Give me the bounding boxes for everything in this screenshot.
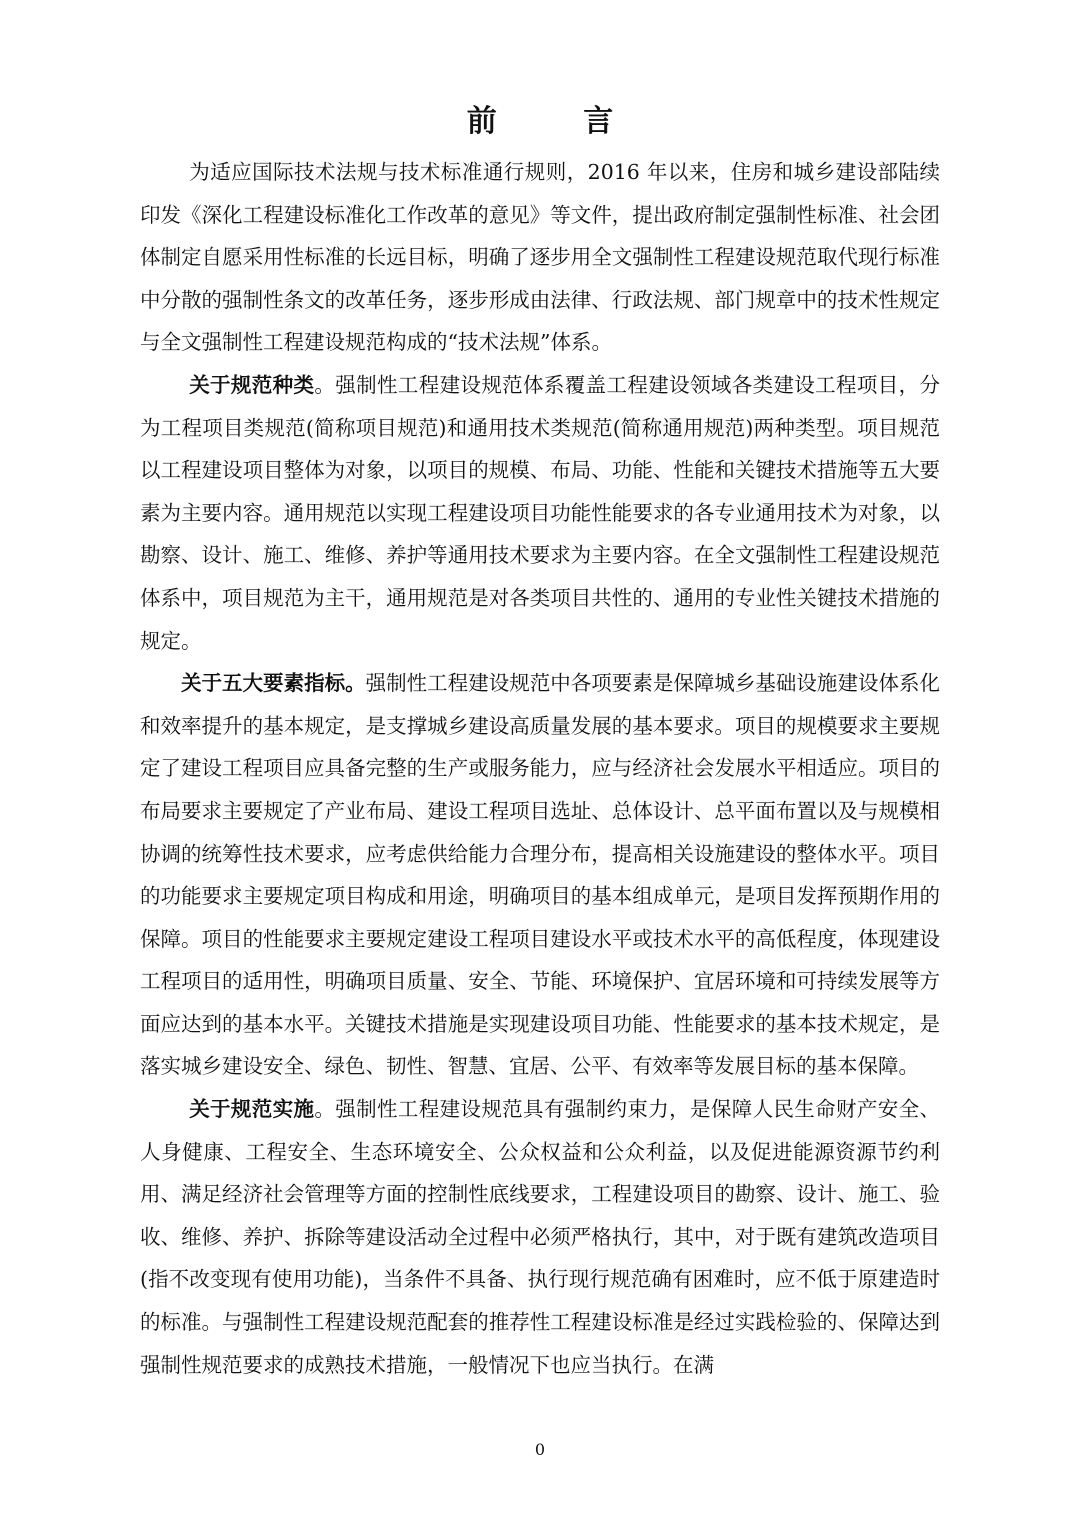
page-title: 前 言: [466, 104, 652, 139]
paragraph-spec-types: [140, 364, 940, 662]
paragraph-implementation: [140, 1088, 940, 1386]
paragraph-lead: 关于规范种类: [189, 372, 315, 397]
paragraph-intro: [140, 151, 940, 364]
paragraph-lead: 关于五大要素指标。: [181, 671, 366, 696]
paragraph-five-elements: [140, 662, 940, 1088]
paragraph-text: 强制性工程建设规范中各项要素是保障城乡基础设施建设体系化和效率提升的基本规定，是支撑城乡建设高质量发展的基本要求。项目的规模要求主要规定了建设工程项目应具备完整的生产或服务能力，应与经济社会发展水平相适应。项目的布局要求主要规定了产业布局、建设工程项目选址、总体设计、总平面布置以及与规模相协调的统筹性技术要求，应考虑供给能力合理分布，提高相关设施建设的整体水平。项目的功能要求主要规定项目构成和用途，明确项目的基本组成单元，是项目发挥预期作用的保障。项目的性能要求主要规定建设工程项目建设水平或技术水平的高低程度，体现建设工程项目的适用性，明确项目质量、安全、节能、环境保护、宜居环境和可持续发展等方面应达到的基本水平。关键技术措施是实现建设项目功能、性能要求的基本技术规定，是落实城乡建设安全、绿色、韧性、智慧、宜居、公平、有效率等发展目标的基本保障。: [140, 671, 940, 1079]
paragraph-text: 为适应国际技术法规与技术标准通行规则，2016 年以来，住房和城乡建设部陆续印发《深化工程建设标准化工作改革的意见》等文件，提出政府制定强制性标准、社会团体制定自愿采用性标准的长远目标，明确了逐步用全文强制性工程建设规范取代现行标准中分散的强制性条文的改革任务，逐步形成由法律、行政法规、部门规章中的技术性规定与全文强制性工程建设规范构成的“技术法规”体系。: [140, 160, 940, 355]
paragraph-text: 。强制性工程建设规范体系覆盖工程建设领域各类建设工程项目，分为工程项目类规范(简称项目规范)和通用技术类规范(简称通用规范)两种类型。项目规范以工程建设项目整体为对象，以项目的规模、布局、功能、性能和关键技术措施等五大要素为主要内容。通用规范以实现工程建设项目功能性能要求的各专业通用技术为对象，以勘察、设计、施工、维修、养护等通用技术要求为主要内容。在全文强制性工程建设规范体系中，项目规范为主干，通用规范是对各类项目共性的、通用的专业性关键技术措施的规定。: [140, 372, 941, 653]
paragraph-lead: 关于规范实施: [189, 1097, 315, 1122]
document-body: [140, 151, 940, 1386]
page-number: 0: [534, 1440, 546, 1459]
paragraph-text: 。强制性工程建设规范具有强制约束力，是保障人民生命财产安全、人身健康、工程安全、生态环境安全、公众权益和公众利益，以及促进能源资源节约利用、满足经济社会管理等方面的控制性底线要求，工程建设项目的勘察、设计、施工、验收、维修、养护、拆除等建设活动全过程中必须严格执行，其中，对于既有建筑改造项目(指不改变现有使用功能)，当条件不具备、执行现行规范确有困难时，应不低于原建造时的标准。与强制性工程建设规范配套的推荐性工程建设标准是经过实践检验的、保障达到强制性规范要求的成熟技术措施，一般情况下也应当执行。在满: [140, 1097, 941, 1377]
